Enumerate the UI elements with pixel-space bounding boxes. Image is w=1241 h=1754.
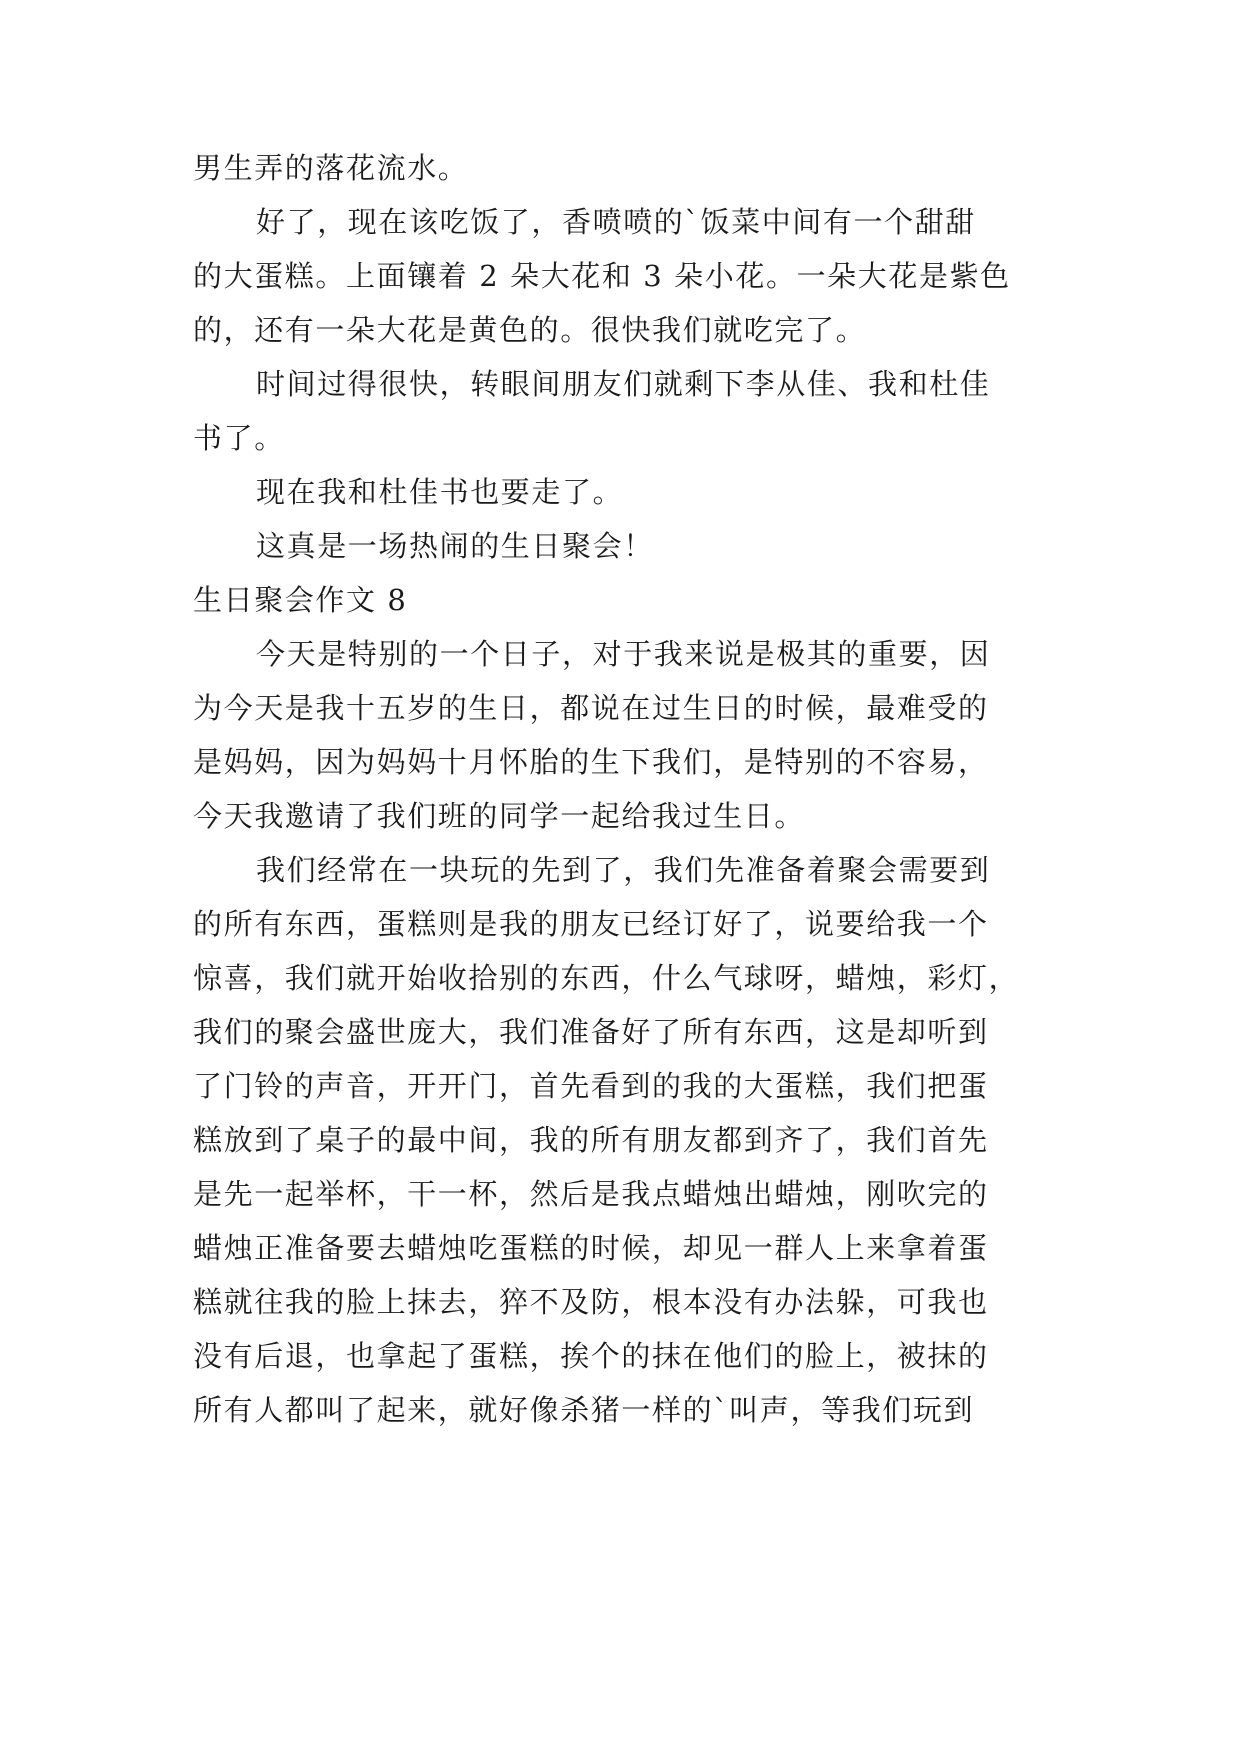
text-line: 的所有东西，蛋糕则是我的朋友已经订好了，说要给我一个 (193, 907, 989, 941)
paragraph-first-line: 现在我和杜佳书也要走了。 (256, 475, 624, 509)
text-line: 惊喜，我们就开始收拾别的东西，什么气球呀，蜡烛，彩灯， (193, 961, 1020, 995)
text-line: 糕放到了桌子的最中间，我的所有朋友都到齐了，我们首先 (193, 1123, 989, 1157)
paragraph-first-line: 这真是一场热闹的生日聚会！ (256, 529, 654, 563)
text-line: 为今天是我十五岁的生日，都说在过生日的时候，最难受的 (193, 691, 989, 725)
text-line: 我们的聚会盛世庞大，我们准备好了所有东西，这是却听到 (193, 1015, 989, 1049)
paragraph-first-line: 时间过得很快，转眼间朋友们就剩下李从佳、我和杜佳 (256, 367, 991, 401)
text-line: 所有人都叫了起来，就好像杀猪一样的`叫声，等我们玩到 (193, 1393, 975, 1427)
text-line: 今天我邀请了我们班的同学一起给我过生日。 (193, 799, 806, 833)
text-line: 了门铃的声音，开开门，首先看到的我的大蛋糕，我们把蛋 (193, 1069, 989, 1103)
text-line: 的，还有一朵大花是黄色的。很快我们就吃完了。 (193, 313, 867, 347)
text-line: 没有后退，也拿起了蛋糕，挨个的抹在他们的脸上，被抹的 (193, 1339, 989, 1373)
text-line: 的大蛋糕。上面镶着 2 朵大花和 3 朵小花。一朵大花是紫色 (193, 259, 1011, 293)
paragraph-first-line: 我们经常在一块玩的先到了，我们先准备着聚会需要到 (256, 853, 991, 887)
section-heading: 生日聚会作文 8 (193, 583, 408, 617)
paragraph-first-line: 好了，现在该吃饭了，香喷喷的`饭菜中间有一个甜甜 (256, 205, 976, 239)
text-line: 男生弄的落花流水。 (193, 151, 469, 185)
text-line: 蜡烛正准备要去蜡烛吃蛋糕的时候，却见一群人上来拿着蛋 (193, 1231, 989, 1265)
text-line: 书了。 (193, 421, 285, 455)
text-line: 是先一起举杯，干一杯，然后是我点蜡烛出蜡烛，刚吹完的 (193, 1177, 989, 1211)
paragraph-first-line: 今天是特别的一个日子，对于我来说是极其的重要，因 (256, 637, 991, 671)
text-line: 是妈妈，因为妈妈十月怀胎的生下我们，是特别的不容易， (193, 745, 989, 779)
text-line: 糕就往我的脸上抹去，猝不及防，根本没有办法躲，可我也 (193, 1285, 989, 1319)
